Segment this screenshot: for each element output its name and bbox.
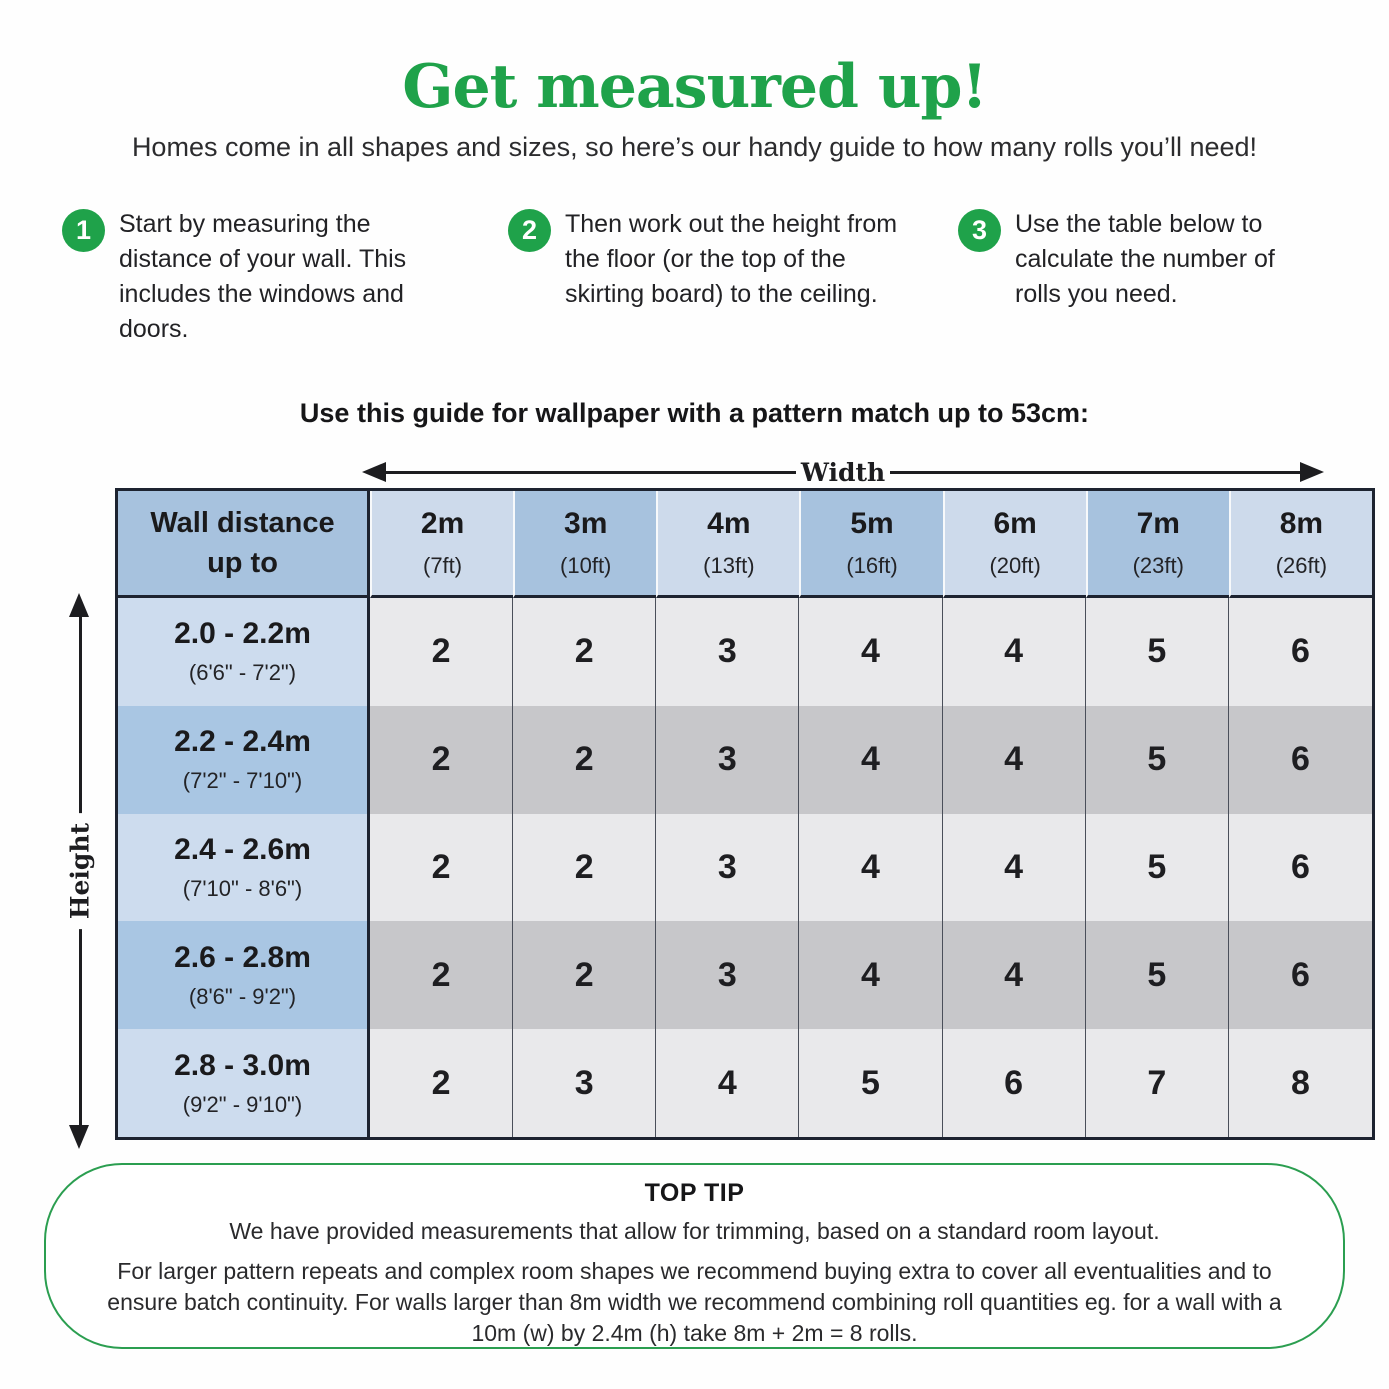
- column-metric: 2m: [420, 507, 465, 540]
- row-header-2.8-3.0m: [118, 1029, 370, 1137]
- row-metric: 2.8 - 3.0m: [174, 1048, 311, 1082]
- corner-header-line2: up to: [207, 547, 278, 579]
- roll-count-cell: 5: [799, 1029, 942, 1137]
- column-header-4m: [656, 491, 799, 598]
- roll-count-cell: 2: [370, 1029, 513, 1137]
- roll-count-cell: 5: [1086, 814, 1229, 922]
- rolls-calculator-table: [115, 488, 1375, 1140]
- page-subtitle: Homes come in all shapes and sizes, so here’s our handy guide to how many rolls you’ll need!: [131, 132, 1258, 162]
- roll-count-cell: 4: [943, 706, 1086, 814]
- roll-count-cell: 2: [370, 706, 513, 814]
- column-imperial: (10ft): [560, 553, 612, 578]
- top-tip-line1: We have provided measurements that allow for trimming, based on a standard room layout.: [229, 1218, 1160, 1244]
- column-metric: 8m: [1279, 507, 1324, 540]
- row-header-2.4-2.6m: [118, 814, 370, 922]
- roll-count-cell: 4: [943, 814, 1086, 922]
- step-2-text: Then work out the height from the floor (or the top of the skirting board) to the ceiling.: [565, 210, 898, 308]
- column-imperial: (20ft): [989, 553, 1041, 578]
- column-header-2m: [370, 491, 513, 598]
- roll-count-cell: 8: [1229, 1029, 1372, 1137]
- step-2: [508, 207, 908, 312]
- column-metric: 3m: [564, 507, 608, 540]
- width-axis-arrow: [362, 458, 1324, 486]
- page-title: Get measured up!: [402, 52, 987, 122]
- column-imperial: (23ft): [1132, 553, 1184, 578]
- roll-count-cell: 6: [943, 1029, 1086, 1137]
- roll-count-cell: 4: [799, 598, 942, 706]
- column-metric: 4m: [707, 507, 751, 540]
- column-imperial: (26ft): [1275, 553, 1328, 578]
- row-metric: 2.6 - 2.8m: [174, 940, 311, 974]
- arrow-right-icon: [1300, 462, 1324, 482]
- row-header-2.6-2.8m: [118, 921, 370, 1029]
- row-imperial: (8'6" - 9'2"): [188, 983, 297, 1009]
- row-metric: 2.2 - 2.4m: [174, 725, 311, 759]
- roll-count-cell: 3: [513, 1029, 656, 1137]
- row-imperial: (9'2" - 9'10"): [182, 1091, 303, 1117]
- roll-count-cell: 6: [1229, 598, 1372, 706]
- width-arrow-line: [386, 471, 796, 474]
- top-tip-heading: TOP TIP: [644, 1179, 745, 1207]
- step-3-number-badge: 3: [958, 209, 1001, 252]
- row-metric: 2.0 - 2.2m: [174, 617, 311, 651]
- roll-count-cell: 4: [799, 706, 942, 814]
- row-imperial: (7'2" - 7'10"): [182, 768, 303, 794]
- roll-count-cell: 2: [513, 598, 656, 706]
- step-3-text: Use the table below to calculate the number of rolls you need.: [1015, 210, 1275, 308]
- roll-count-cell: 4: [943, 921, 1086, 1029]
- step-2-number-badge: 2: [508, 209, 551, 252]
- roll-count-cell: 6: [1229, 814, 1372, 922]
- roll-count-cell: 3: [656, 921, 799, 1029]
- column-header-7m: [1086, 491, 1229, 598]
- column-header-6m: [943, 491, 1086, 598]
- row-metric: 2.4 - 2.6m: [174, 832, 311, 866]
- table-corner-header: [118, 491, 370, 598]
- roll-count-cell: 7: [1086, 1029, 1229, 1137]
- column-imperial: (13ft): [703, 553, 755, 578]
- column-header-8m: [1229, 491, 1372, 598]
- step-3: [958, 207, 1328, 312]
- column-header-5m: [799, 491, 942, 598]
- row-imperial: (6'6" - 7'2"): [188, 660, 297, 686]
- step-1: [62, 207, 454, 347]
- column-imperial: (7ft): [423, 553, 463, 578]
- roll-count-cell: 2: [513, 706, 656, 814]
- roll-count-cell: 5: [1086, 921, 1229, 1029]
- top-tip-line2: For larger pattern repeats and complex room shapes we recommend buying extra to cover all eventualities and to ensure batch continuity. For walls larger than 8m width we recommend combining roll quantities eg. for a wall with a 10m (w) by 2.4m (h) take 8m + 2m = 8 rolls.: [107, 1258, 1282, 1346]
- column-metric: 6m: [993, 507, 1037, 540]
- roll-count-cell: 5: [1086, 598, 1229, 706]
- arrow-down-icon: [69, 1125, 89, 1149]
- column-imperial: (16ft): [846, 553, 898, 578]
- row-header-2.2-2.4m: [118, 706, 370, 814]
- table-caption: Use this guide for wallpaper with a pattern match up to 53cm:: [299, 398, 1090, 428]
- step-1-text: Start by measuring the distance of your wall. This includes the windows and doors.: [119, 210, 407, 343]
- roll-count-cell: 2: [370, 921, 513, 1029]
- roll-count-cell: 4: [799, 814, 942, 922]
- roll-count-cell: 2: [513, 814, 656, 922]
- roll-count-cell: 2: [513, 921, 656, 1029]
- row-header-2.0-2.2m: [118, 598, 370, 706]
- column-metric: 7m: [1136, 507, 1180, 540]
- arrow-left-icon: [362, 462, 386, 482]
- step-1-number-badge: 1: [62, 209, 105, 252]
- roll-count-cell: 6: [1229, 706, 1372, 814]
- top-tip-box: [44, 1163, 1345, 1349]
- arrow-up-icon: [69, 593, 89, 617]
- roll-count-cell: 3: [656, 598, 799, 706]
- roll-count-cell: 4: [656, 1029, 799, 1137]
- column-metric: 5m: [850, 507, 894, 540]
- roll-count-cell: 5: [1086, 706, 1229, 814]
- width-arrow-line: [890, 471, 1300, 474]
- roll-count-cell: 6: [1229, 921, 1372, 1029]
- roll-count-cell: 3: [656, 814, 799, 922]
- corner-header-line1: Wall distance: [150, 507, 335, 539]
- column-header-3m: [513, 491, 656, 598]
- height-axis-arrow: [60, 593, 100, 1149]
- width-axis-label: Width: [800, 457, 886, 487]
- row-imperial: (7'10" - 8'6"): [182, 875, 303, 901]
- roll-count-cell: 4: [799, 921, 942, 1029]
- roll-count-cell: 2: [370, 598, 513, 706]
- roll-count-cell: 3: [656, 706, 799, 814]
- height-axis-label: Height: [64, 813, 97, 929]
- roll-count-cell: 2: [370, 814, 513, 922]
- roll-count-cell: 4: [943, 598, 1086, 706]
